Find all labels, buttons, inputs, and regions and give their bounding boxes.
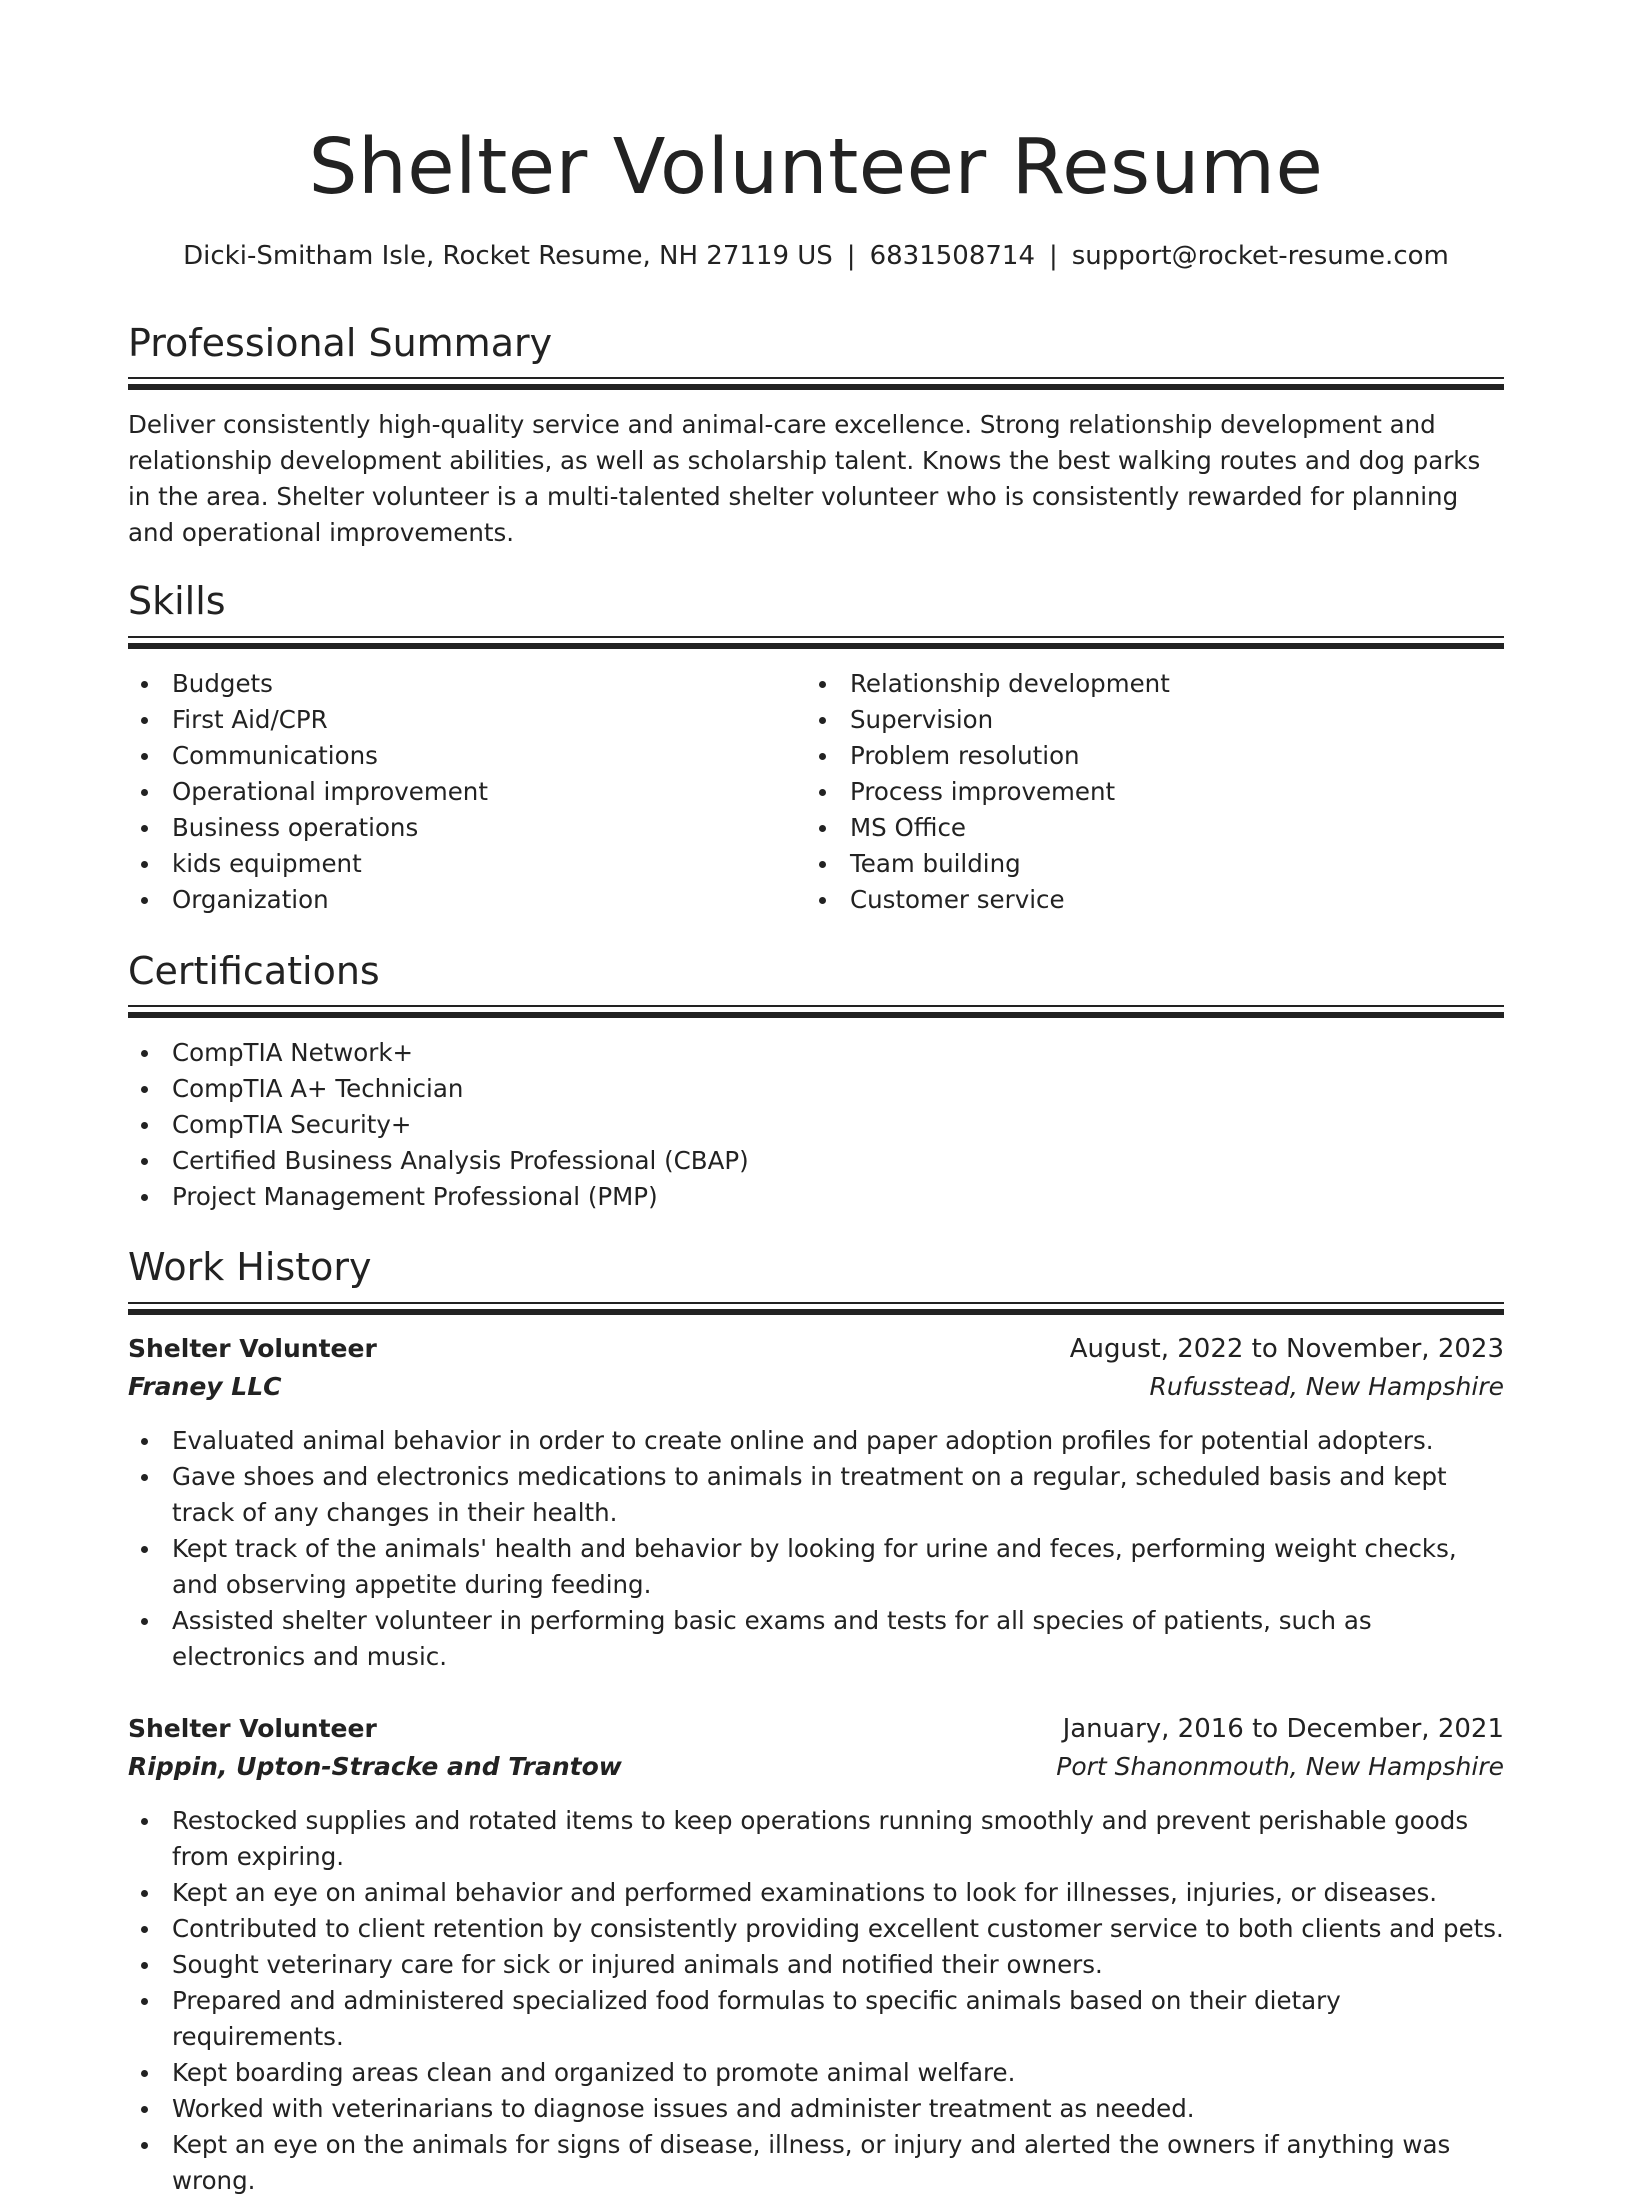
list-item: Worked with veterinarians to diagnose issues and administer treatment as needed.: [128, 2091, 1504, 2127]
list-item: Project Management Professional (PMP): [128, 1179, 1504, 1215]
job-title: Shelter Volunteer: [128, 1334, 377, 1363]
list-item: Contributed to client retention by consistently providing excellent customer service to both clients and pets.: [128, 1911, 1504, 1947]
bullet-icon: [819, 789, 826, 796]
section-divider: [128, 377, 1504, 390]
list-item: Kept an eye on animal behavior and performed examinations to look for illnesses, injuries, or diseases.: [128, 1875, 1504, 1911]
list-item: Certified Business Analysis Professional (CBAP): [128, 1143, 1504, 1179]
list-item: Organization: [128, 882, 806, 918]
skills-heading: Skills: [128, 579, 226, 623]
bullet-icon: [141, 1546, 148, 1553]
bullet-icon: [141, 681, 148, 688]
bullet-icon: [141, 1086, 148, 1093]
bullet-icon: [141, 897, 148, 904]
skills-list-right: [806, 666, 1504, 918]
job-location: Port Shanonmouth, New Hampshire: [1056, 1752, 1504, 1781]
resume-title: Shelter Volunteer Resume: [308, 123, 1324, 212]
job-dates: August, 2022 to November, 2023: [1069, 1334, 1504, 1364]
bullet-icon: [819, 825, 826, 832]
bullet-icon: [141, 1438, 148, 1445]
contact-email[interactable]: support@rocket-resume.com: [1071, 241, 1449, 271]
bullet-icon: [141, 1122, 148, 1129]
bullet-icon: [141, 2142, 148, 2149]
contact-phone: 6831508714: [869, 241, 1035, 271]
list-item: Relationship development: [806, 666, 1504, 702]
bullet-icon: [819, 861, 826, 868]
list-item: CompTIA A+ Technician: [128, 1071, 1504, 1107]
bullet-icon: [819, 897, 826, 904]
list-item: Business operations: [128, 810, 806, 846]
work-history-heading: Work History: [128, 1245, 372, 1289]
list-item: CompTIA Network+: [128, 1035, 1504, 1071]
list-item: Prepared and administered specialized food formulas to specific animals based on their dietary requirements.: [128, 1983, 1504, 2055]
bullet-icon: [141, 1474, 148, 1481]
bullet-icon: [141, 1050, 148, 1057]
job-dates: January, 2016 to December, 2021: [1062, 1714, 1504, 1744]
bullet-icon: [141, 825, 148, 832]
certifications-heading: Certifications: [128, 949, 380, 993]
list-item: Supervision: [806, 702, 1504, 738]
list-item: Problem resolution: [806, 738, 1504, 774]
list-item: CompTIA Security+: [128, 1107, 1504, 1143]
bullet-icon: [141, 717, 148, 724]
list-item: Operational improvement: [128, 774, 806, 810]
job-bullets: [128, 1423, 1504, 1675]
list-item: Process improvement: [806, 774, 1504, 810]
bullet-icon: [141, 1962, 148, 1969]
job-company: Franey LLC: [128, 1372, 282, 1401]
job-location: Rufusstead, New Hampshire: [1149, 1372, 1504, 1401]
skills-list-left: [128, 666, 806, 918]
list-item: Kept track of the animals' health and behavior by looking for urine and feces, performing weight checks, and observing appetite during feeding.: [128, 1531, 1504, 1603]
bullet-icon: [141, 861, 148, 868]
list-item: First Aid/CPR: [128, 702, 806, 738]
certifications-list: [128, 1035, 1504, 1215]
list-item: Assisted shelter volunteer in performing basic exams and tests for all species of patients, such as electronics and music.: [128, 1603, 1504, 1675]
bullet-icon: [141, 1890, 148, 1897]
contact-separator: |: [1048, 241, 1058, 271]
list-item: Kept an eye on the animals for signs of disease, illness, or injury and alerted the owners if anything was wrong.: [128, 2127, 1504, 2199]
bullet-icon: [141, 1194, 148, 1201]
bullet-icon: [819, 717, 826, 724]
list-item: Gave shoes and electronics medications to animals in treatment on a regular, scheduled basis and kept track of any changes in their health.: [128, 1459, 1504, 1531]
job-bullets: [128, 1803, 1504, 2199]
list-item: kids equipment: [128, 846, 806, 882]
contact-separator: |: [846, 241, 856, 271]
list-item: Budgets: [128, 666, 806, 702]
section-divider: [128, 1302, 1504, 1315]
bullet-icon: [141, 1818, 148, 1825]
list-item: Customer service: [806, 882, 1504, 918]
list-item: Evaluated animal behavior in order to create online and paper adoption profiles for potential adopters.: [128, 1423, 1504, 1459]
list-item: Communications: [128, 738, 806, 774]
list-item: Restocked supplies and rotated items to keep operations running smoothly and prevent perishable goods from expiring.: [128, 1803, 1504, 1875]
bullet-icon: [141, 1158, 148, 1165]
job-header: [128, 1710, 1504, 1786]
section-divider: [128, 636, 1504, 649]
job-company: Rippin, Upton-Stracke and Trantow: [128, 1752, 622, 1781]
contact-address: Dicki-Smitham Isle, Rocket Resume, NH 27119 US: [183, 241, 833, 271]
section-divider: [128, 1005, 1504, 1018]
bullet-icon: [819, 753, 826, 760]
bullet-icon: [141, 1618, 148, 1625]
job-header: [128, 1330, 1504, 1406]
bullet-icon: [141, 1926, 148, 1933]
bullet-icon: [819, 681, 826, 688]
contact-line: [128, 238, 1504, 274]
summary-heading: Professional Summary: [128, 321, 553, 365]
bullet-icon: [141, 789, 148, 796]
job-title: Shelter Volunteer: [128, 1714, 377, 1743]
list-item: Sought veterinary care for sick or injured animals and notified their owners.: [128, 1947, 1504, 1983]
list-item: Team building: [806, 846, 1504, 882]
bullet-icon: [141, 753, 148, 760]
list-item: Kept boarding areas clean and organized to promote animal welfare.: [128, 2055, 1504, 2091]
summary-text: Deliver consistently high-quality service and animal-care excellence. Strong relationship development and relationship development abilities, as well as scholarship talent. Knows the best walking routes and dog parks in the area. Shelter volunteer is a multi-talented shelter volunteer who is consistently rewarded for planning and operational improvements.: [128, 410, 1481, 547]
bullet-icon: [141, 1998, 148, 2005]
bullet-icon: [141, 2070, 148, 2077]
list-item: MS Office: [806, 810, 1504, 846]
